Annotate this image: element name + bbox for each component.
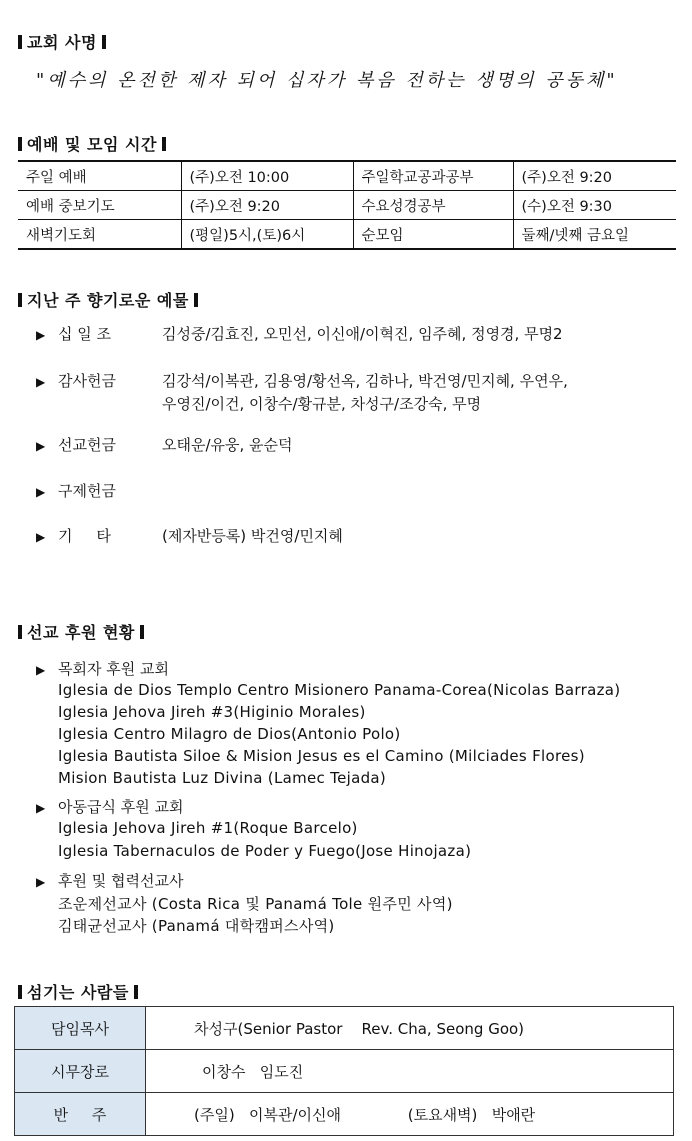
offering-other: ▶ 기 타 (제자반등록) 박건영/민지혜 [36, 527, 343, 545]
table-row: 반 주 (주일) 이복관/이신애 (토요새벽) 박애란 [15, 1093, 674, 1136]
list-item: Iglesia Jehova Jireh #3(Higinio Morales) [58, 703, 366, 721]
servants-table [14, 1006, 674, 1136]
table-row: 시무장로 이창수 임도진 [15, 1050, 674, 1093]
offering-thanks: ▶ 감사헌금 김강석/이복관, 김용영/황선옥, 김하나, 박건영/민지혜, 우연우, 우영진/이건, 이창수/황규분, 차성구/조강숙, 무명 [36, 372, 568, 413]
missions-group-children: ▶ 아동급식 후원 교회 [36, 798, 184, 816]
bullet-icon: ▶ [36, 485, 46, 499]
list-item: Iglesia Bautista Siloe & Mision Jesus es el Camino (Milciades Flores) [58, 747, 585, 765]
offering-mission: ▶ 선교헌금 오태운/유웅, 윤순덕 [36, 436, 293, 454]
worship-title: 예배 및 모임 시간 [18, 132, 171, 155]
missions-group-pastor: ▶ 목회자 후원 교회 [36, 660, 169, 678]
list-item: Iglesia Tabernaculos de Poder y Fuego(Jose Hinojaza) [58, 842, 472, 860]
offerings-title: 지난 주 향기로운 예물 [18, 288, 203, 311]
list-item: 김태균선교사 (Panamá 대학캠퍼스사역) [58, 917, 335, 935]
list-item: Iglesia de Dios Templo Centro Misionero Panama-Corea(Nicolas Barraza) [58, 681, 621, 699]
title-bar-left [18, 35, 22, 49]
bullet-icon: ▶ [36, 801, 46, 815]
table-row: 담임목사 차성구(Senior Pastor Rev. Cha, Seong Goo) [15, 1007, 674, 1050]
bullet-icon: ▶ [36, 439, 46, 453]
list-item: Iglesia Centro Milagro de Dios(Antonio Polo) [58, 725, 401, 743]
table-row: 새벽기도회 (평일)5시,(토)6시 순모임 둘째/넷째 금요일 [18, 220, 676, 250]
list-item: Iglesia Jehova Jireh #1(Roque Barcelo) [58, 819, 358, 837]
list-item: 조운제선교사 (Costa Rica 및 Panamá Tole 원주민 사역) [58, 895, 453, 913]
table-row: 예배 중보기도 (주)오전 9:20 수요성경공부 (수)오전 9:30 [18, 191, 676, 220]
servants-title: 섬기는 사람들 [18, 980, 143, 1003]
bullet-icon: ▶ [36, 530, 46, 544]
mission-motto: "예수의 온전한 제자 되어 십자가 복음 전하는 생명의 공동체" [36, 70, 618, 91]
bullet-icon: ▶ [36, 663, 46, 677]
mission-title: 교회 사명 [18, 30, 111, 53]
table-row: 주일 예배 (주)오전 10:00 주일학교공과공부 (주)오전 9:20 [18, 161, 676, 191]
bullet-icon: ▶ [36, 875, 46, 889]
missions-title: 선교 후원 현황 [18, 620, 149, 643]
list-item: Mision Bautista Luz Divina (Lamec Tejada) [58, 769, 387, 787]
bullet-icon: ▶ [36, 375, 46, 389]
offering-relief: ▶ 구제헌금 [36, 482, 116, 500]
offering-tithe: ▶ 십 일 조 김성중/김효진, 오민선, 이신애/이혁진, 임주혜, 정영경, 무명2 [36, 325, 563, 343]
bullet-icon: ▶ [36, 328, 46, 342]
missions-group-missionaries: ▶ 후원 및 협력선교사 [36, 872, 184, 890]
worship-schedule-table [18, 160, 676, 250]
title-bar-right [102, 35, 106, 49]
